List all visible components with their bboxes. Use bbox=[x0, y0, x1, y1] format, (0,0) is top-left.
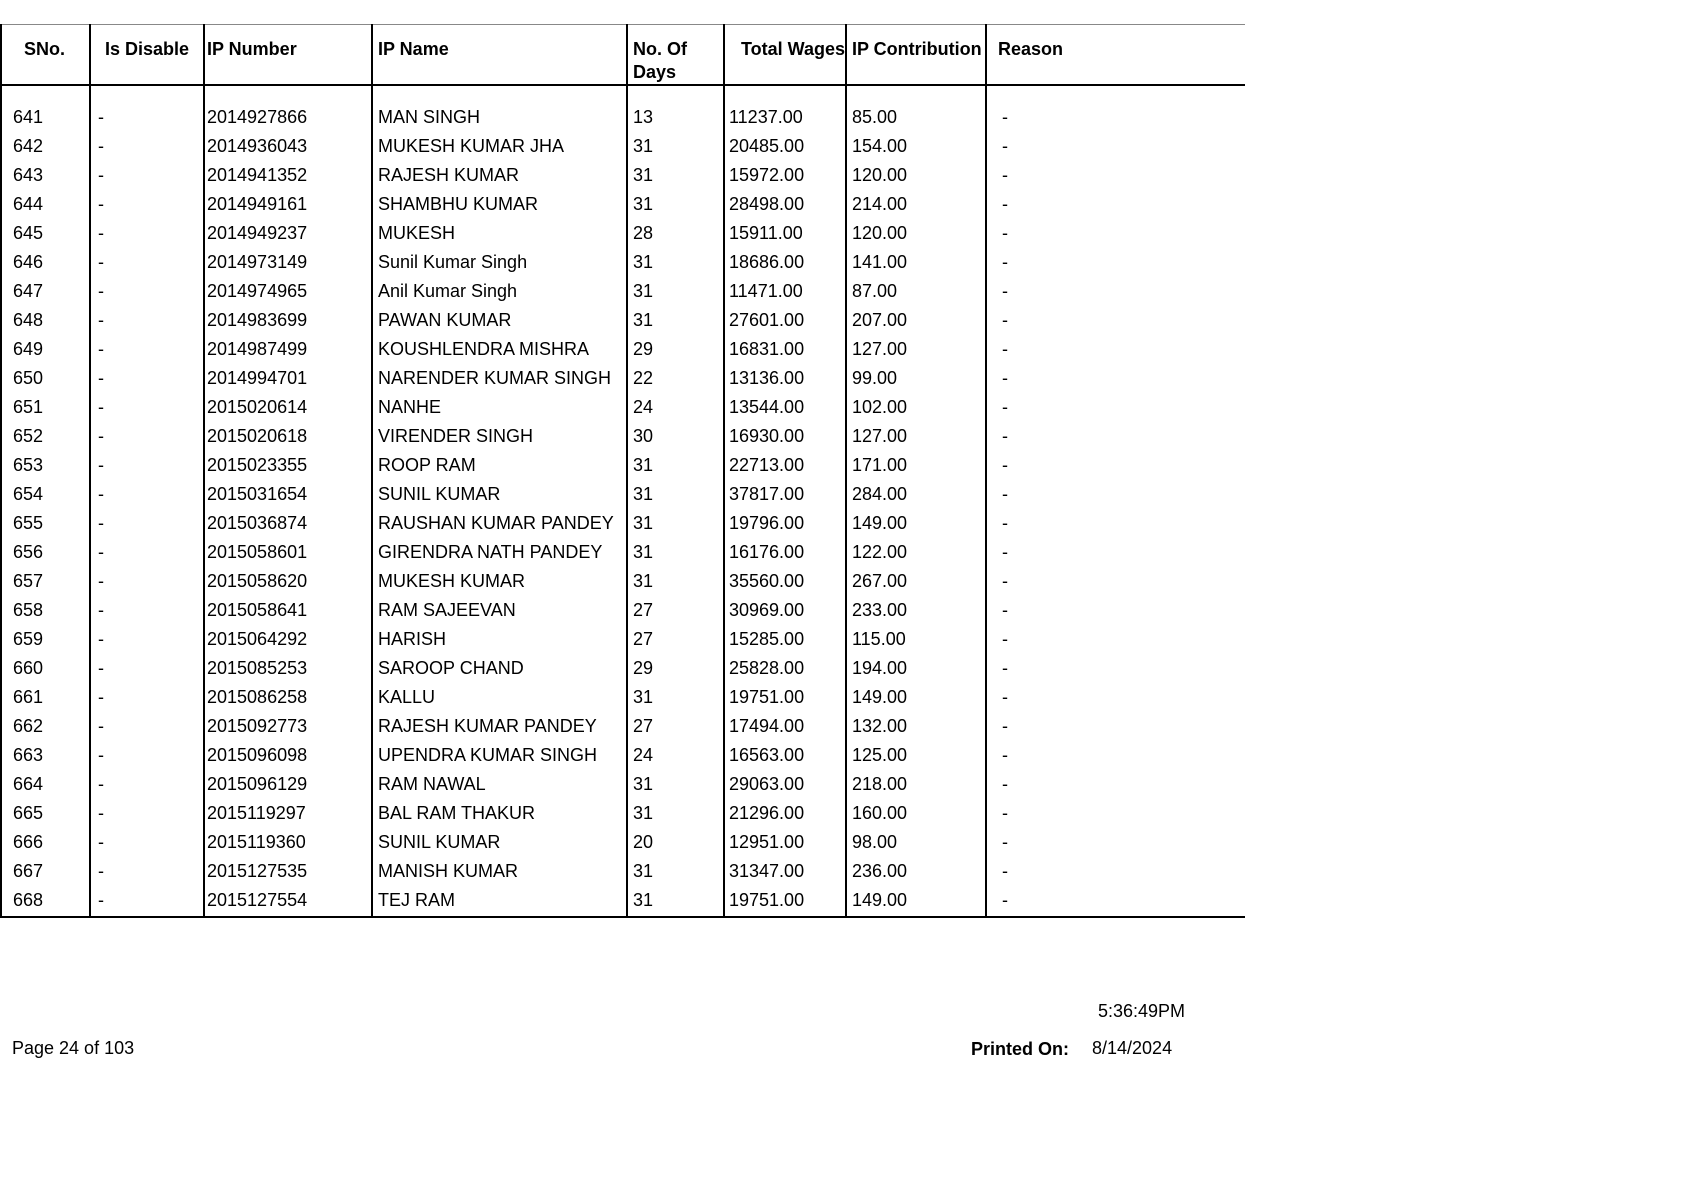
cell-ip-name: RAM SAJEEVAN bbox=[372, 597, 627, 626]
cell-total-wages: 35560.00 bbox=[724, 568, 846, 597]
cell-ip-number: 2014936043 bbox=[204, 133, 372, 162]
cell-ip-contribution: 194.00 bbox=[846, 655, 986, 684]
cell-ip-contribution: 154.00 bbox=[846, 133, 986, 162]
table-row bbox=[1, 452, 1245, 481]
cell-sno: 648 bbox=[1, 307, 90, 336]
cell-sno: 654 bbox=[1, 481, 90, 510]
header-ip-contribution: IP Contribution bbox=[846, 25, 986, 86]
cell-ip-name: MUKESH KUMAR JHA bbox=[372, 133, 627, 162]
cell-no-of-days: 31 bbox=[627, 249, 724, 278]
cell-no-of-days: 31 bbox=[627, 887, 724, 917]
cell-ip-number: 2014973149 bbox=[204, 249, 372, 278]
cell-ip-contribution: 99.00 bbox=[846, 365, 986, 394]
cell-sno: 650 bbox=[1, 365, 90, 394]
cell-ip-contribution: 149.00 bbox=[846, 684, 986, 713]
cell-reason: - bbox=[986, 771, 1245, 800]
table-header-row bbox=[1, 25, 1245, 86]
cell-ip-number: 2015127554 bbox=[204, 887, 372, 917]
cell-ip-name: MUKESH KUMAR bbox=[372, 568, 627, 597]
cell-sno: 655 bbox=[1, 510, 90, 539]
table-row bbox=[1, 539, 1245, 568]
cell-ip-contribution: 125.00 bbox=[846, 742, 986, 771]
header-ip-name: IP Name bbox=[372, 25, 627, 86]
cell-ip-contribution: 149.00 bbox=[846, 887, 986, 917]
cell-ip-contribution: 127.00 bbox=[846, 336, 986, 365]
cell-is-disable: - bbox=[90, 336, 204, 365]
cell-ip-number: 2014949237 bbox=[204, 220, 372, 249]
cell-ip-name: MANISH KUMAR bbox=[372, 858, 627, 887]
cell-no-of-days: 24 bbox=[627, 394, 724, 423]
cell-ip-name: Anil Kumar Singh bbox=[372, 278, 627, 307]
cell-reason: - bbox=[986, 133, 1245, 162]
cell-ip-name: RAJESH KUMAR bbox=[372, 162, 627, 191]
cell-total-wages: 12951.00 bbox=[724, 829, 846, 858]
cell-ip-number: 2015127535 bbox=[204, 858, 372, 887]
cell-is-disable: - bbox=[90, 771, 204, 800]
cell-is-disable: - bbox=[90, 713, 204, 742]
cell-total-wages: 29063.00 bbox=[724, 771, 846, 800]
table-row bbox=[1, 684, 1245, 713]
cell-reason: - bbox=[986, 365, 1245, 394]
cell-ip-number: 2014974965 bbox=[204, 278, 372, 307]
cell-ip-number: 2015119297 bbox=[204, 800, 372, 829]
header-total-wages: Total Wages bbox=[724, 25, 846, 86]
cell-ip-contribution: 207.00 bbox=[846, 307, 986, 336]
cell-ip-contribution: 236.00 bbox=[846, 858, 986, 887]
cell-ip-contribution: 218.00 bbox=[846, 771, 986, 800]
header-sno: SNo. bbox=[1, 25, 90, 86]
cell-ip-number: 2014927866 bbox=[204, 85, 372, 133]
cell-sno: 664 bbox=[1, 771, 90, 800]
cell-ip-number: 2015119360 bbox=[204, 829, 372, 858]
cell-sno: 657 bbox=[1, 568, 90, 597]
cell-ip-contribution: 85.00 bbox=[846, 85, 986, 133]
cell-total-wages: 18686.00 bbox=[724, 249, 846, 278]
table-row bbox=[1, 249, 1245, 278]
table-row bbox=[1, 220, 1245, 249]
cell-no-of-days: 31 bbox=[627, 452, 724, 481]
page-number: Page 24 of 103 bbox=[12, 1038, 135, 1058]
cell-ip-number: 2014983699 bbox=[204, 307, 372, 336]
cell-ip-contribution: 115.00 bbox=[846, 626, 986, 655]
cell-ip-name: ROOP RAM bbox=[372, 452, 627, 481]
cell-total-wages: 17494.00 bbox=[724, 713, 846, 742]
cell-total-wages: 19796.00 bbox=[724, 510, 846, 539]
cell-no-of-days: 31 bbox=[627, 307, 724, 336]
cell-reason: - bbox=[986, 887, 1245, 917]
cell-total-wages: 15285.00 bbox=[724, 626, 846, 655]
cell-sno: 645 bbox=[1, 220, 90, 249]
table-row bbox=[1, 278, 1245, 307]
cell-reason: - bbox=[986, 394, 1245, 423]
cell-is-disable: - bbox=[90, 887, 204, 917]
cell-ip-contribution: 132.00 bbox=[846, 713, 986, 742]
cell-ip-contribution: 98.00 bbox=[846, 829, 986, 858]
cell-reason: - bbox=[986, 220, 1245, 249]
table-row bbox=[1, 887, 1245, 917]
table-row bbox=[1, 858, 1245, 887]
cell-ip-number: 2015023355 bbox=[204, 452, 372, 481]
cell-reason: - bbox=[986, 481, 1245, 510]
cell-sno: 647 bbox=[1, 278, 90, 307]
cell-no-of-days: 24 bbox=[627, 742, 724, 771]
cell-ip-contribution: 87.00 bbox=[846, 278, 986, 307]
cell-no-of-days: 22 bbox=[627, 365, 724, 394]
table-row bbox=[1, 597, 1245, 626]
cell-sno: 659 bbox=[1, 626, 90, 655]
cell-ip-name: GIRENDRA NATH PANDEY bbox=[372, 539, 627, 568]
cell-reason: - bbox=[986, 85, 1245, 133]
cell-no-of-days: 29 bbox=[627, 655, 724, 684]
cell-ip-name: SUNIL KUMAR bbox=[372, 481, 627, 510]
cell-reason: - bbox=[986, 539, 1245, 568]
cell-total-wages: 19751.00 bbox=[724, 887, 846, 917]
cell-no-of-days: 31 bbox=[627, 684, 724, 713]
table-row bbox=[1, 510, 1245, 539]
cell-sno: 652 bbox=[1, 423, 90, 452]
cell-ip-name: SAROOP CHAND bbox=[372, 655, 627, 684]
cell-total-wages: 16831.00 bbox=[724, 336, 846, 365]
cell-sno: 651 bbox=[1, 394, 90, 423]
cell-ip-name: UPENDRA KUMAR SINGH bbox=[372, 742, 627, 771]
cell-sno: 661 bbox=[1, 684, 90, 713]
cell-ip-contribution: 171.00 bbox=[846, 452, 986, 481]
cell-ip-number: 2015092773 bbox=[204, 713, 372, 742]
cell-reason: - bbox=[986, 278, 1245, 307]
cell-ip-number: 2015036874 bbox=[204, 510, 372, 539]
header-is-disable: Is Disable bbox=[90, 25, 204, 86]
cell-sno: 662 bbox=[1, 713, 90, 742]
table-row bbox=[1, 829, 1245, 858]
cell-ip-name: HARISH bbox=[372, 626, 627, 655]
cell-reason: - bbox=[986, 655, 1245, 684]
table-row bbox=[1, 133, 1245, 162]
cell-total-wages: 16176.00 bbox=[724, 539, 846, 568]
cell-is-disable: - bbox=[90, 452, 204, 481]
cell-is-disable: - bbox=[90, 597, 204, 626]
cell-reason: - bbox=[986, 684, 1245, 713]
cell-total-wages: 25828.00 bbox=[724, 655, 846, 684]
cell-total-wages: 15972.00 bbox=[724, 162, 846, 191]
cell-sno: 663 bbox=[1, 742, 90, 771]
cell-is-disable: - bbox=[90, 220, 204, 249]
cell-reason: - bbox=[986, 713, 1245, 742]
cell-ip-number: 2015058601 bbox=[204, 539, 372, 568]
table-body bbox=[1, 85, 1245, 917]
cell-ip-name: Sunil Kumar Singh bbox=[372, 249, 627, 278]
cell-is-disable: - bbox=[90, 85, 204, 133]
table-row bbox=[1, 85, 1245, 133]
cell-ip-name: NARENDER KUMAR SINGH bbox=[372, 365, 627, 394]
cell-no-of-days: 27 bbox=[627, 597, 724, 626]
cell-ip-name: VIRENDER SINGH bbox=[372, 423, 627, 452]
cell-sno: 666 bbox=[1, 829, 90, 858]
cell-sno: 660 bbox=[1, 655, 90, 684]
cell-ip-name: TEJ RAM bbox=[372, 887, 627, 917]
cell-is-disable: - bbox=[90, 162, 204, 191]
cell-total-wages: 31347.00 bbox=[724, 858, 846, 887]
cell-ip-number: 2015020614 bbox=[204, 394, 372, 423]
printed-on-date: 8/14/2024 bbox=[1092, 1038, 1173, 1058]
header-no-of-days: No. Of Days bbox=[627, 25, 724, 86]
cell-ip-number: 2015058641 bbox=[204, 597, 372, 626]
cell-no-of-days: 31 bbox=[627, 568, 724, 597]
header-reason: Reason bbox=[986, 25, 1245, 86]
cell-reason: - bbox=[986, 829, 1245, 858]
cell-is-disable: - bbox=[90, 829, 204, 858]
cell-total-wages: 11237.00 bbox=[724, 85, 846, 133]
cell-ip-number: 2014949161 bbox=[204, 191, 372, 220]
cell-total-wages: 20485.00 bbox=[724, 133, 846, 162]
cell-ip-name: MAN SINGH bbox=[372, 85, 627, 133]
cell-reason: - bbox=[986, 568, 1245, 597]
cell-is-disable: - bbox=[90, 510, 204, 539]
cell-ip-contribution: 120.00 bbox=[846, 162, 986, 191]
cell-is-disable: - bbox=[90, 684, 204, 713]
cell-sno: 653 bbox=[1, 452, 90, 481]
cell-no-of-days: 31 bbox=[627, 278, 724, 307]
table-row bbox=[1, 191, 1245, 220]
cell-reason: - bbox=[986, 800, 1245, 829]
cell-ip-name: PAWAN KUMAR bbox=[372, 307, 627, 336]
cell-total-wages: 19751.00 bbox=[724, 684, 846, 713]
cell-reason: - bbox=[986, 307, 1245, 336]
cell-no-of-days: 31 bbox=[627, 162, 724, 191]
cell-total-wages: 16563.00 bbox=[724, 742, 846, 771]
cell-reason: - bbox=[986, 510, 1245, 539]
cell-ip-number: 2015058620 bbox=[204, 568, 372, 597]
cell-sno: 641 bbox=[1, 85, 90, 133]
cell-ip-name: KALLU bbox=[372, 684, 627, 713]
cell-sno: 649 bbox=[1, 336, 90, 365]
cell-reason: - bbox=[986, 191, 1245, 220]
cell-ip-name: SUNIL KUMAR bbox=[372, 829, 627, 858]
cell-ip-contribution: 122.00 bbox=[846, 539, 986, 568]
cell-ip-name: MUKESH bbox=[372, 220, 627, 249]
cell-is-disable: - bbox=[90, 133, 204, 162]
cell-ip-name: KOUSHLENDRA MISHRA bbox=[372, 336, 627, 365]
cell-no-of-days: 31 bbox=[627, 539, 724, 568]
cell-ip-number: 2015096129 bbox=[204, 771, 372, 800]
cell-is-disable: - bbox=[90, 191, 204, 220]
cell-is-disable: - bbox=[90, 394, 204, 423]
cell-ip-number: 2014987499 bbox=[204, 336, 372, 365]
cell-reason: - bbox=[986, 597, 1245, 626]
cell-ip-contribution: 284.00 bbox=[846, 481, 986, 510]
table-row bbox=[1, 307, 1245, 336]
cell-ip-name: NANHE bbox=[372, 394, 627, 423]
cell-reason: - bbox=[986, 452, 1245, 481]
cell-is-disable: - bbox=[90, 278, 204, 307]
cell-reason: - bbox=[986, 162, 1245, 191]
table-row bbox=[1, 162, 1245, 191]
cell-ip-contribution: 160.00 bbox=[846, 800, 986, 829]
cell-sno: 644 bbox=[1, 191, 90, 220]
cell-total-wages: 27601.00 bbox=[724, 307, 846, 336]
printed-time: 5:36:49PM bbox=[1098, 1001, 1186, 1021]
cell-total-wages: 30969.00 bbox=[724, 597, 846, 626]
cell-sno: 656 bbox=[1, 539, 90, 568]
cell-total-wages: 13136.00 bbox=[724, 365, 846, 394]
cell-ip-name: RAM NAWAL bbox=[372, 771, 627, 800]
cell-is-disable: - bbox=[90, 626, 204, 655]
cell-sno: 642 bbox=[1, 133, 90, 162]
cell-ip-number: 2015096098 bbox=[204, 742, 372, 771]
cell-sno: 665 bbox=[1, 800, 90, 829]
cell-sno: 668 bbox=[1, 887, 90, 917]
cell-is-disable: - bbox=[90, 423, 204, 452]
cell-no-of-days: 27 bbox=[627, 626, 724, 655]
cell-is-disable: - bbox=[90, 742, 204, 771]
header-ip-number: IP Number bbox=[204, 25, 372, 86]
cell-no-of-days: 31 bbox=[627, 510, 724, 539]
cell-ip-number: 2015085253 bbox=[204, 655, 372, 684]
cell-total-wages: 13544.00 bbox=[724, 394, 846, 423]
cell-ip-number: 2015031654 bbox=[204, 481, 372, 510]
cell-is-disable: - bbox=[90, 365, 204, 394]
cell-ip-name: RAUSHAN KUMAR PANDEY bbox=[372, 510, 627, 539]
printed-on-label: Printed On: bbox=[971, 1039, 1069, 1059]
cell-total-wages: 28498.00 bbox=[724, 191, 846, 220]
cell-ip-name: RAJESH KUMAR PANDEY bbox=[372, 713, 627, 742]
cell-no-of-days: 29 bbox=[627, 336, 724, 365]
contribution-table bbox=[0, 24, 1245, 918]
cell-no-of-days: 31 bbox=[627, 191, 724, 220]
table-row bbox=[1, 655, 1245, 684]
cell-reason: - bbox=[986, 423, 1245, 452]
cell-total-wages: 21296.00 bbox=[724, 800, 846, 829]
cell-no-of-days: 20 bbox=[627, 829, 724, 858]
cell-ip-contribution: 267.00 bbox=[846, 568, 986, 597]
cell-no-of-days: 31 bbox=[627, 858, 724, 887]
cell-no-of-days: 31 bbox=[627, 800, 724, 829]
cell-no-of-days: 31 bbox=[627, 481, 724, 510]
cell-ip-number: 2014941352 bbox=[204, 162, 372, 191]
cell-ip-name: BAL RAM THAKUR bbox=[372, 800, 627, 829]
cell-ip-number: 2015064292 bbox=[204, 626, 372, 655]
cell-no-of-days: 28 bbox=[627, 220, 724, 249]
cell-ip-contribution: 127.00 bbox=[846, 423, 986, 452]
table-row bbox=[1, 568, 1245, 597]
cell-total-wages: 11471.00 bbox=[724, 278, 846, 307]
cell-reason: - bbox=[986, 249, 1245, 278]
cell-no-of-days: 31 bbox=[627, 133, 724, 162]
cell-sno: 667 bbox=[1, 858, 90, 887]
cell-total-wages: 22713.00 bbox=[724, 452, 846, 481]
cell-total-wages: 37817.00 bbox=[724, 481, 846, 510]
table-row bbox=[1, 626, 1245, 655]
cell-reason: - bbox=[986, 742, 1245, 771]
cell-ip-number: 2014994701 bbox=[204, 365, 372, 394]
cell-ip-contribution: 141.00 bbox=[846, 249, 986, 278]
cell-sno: 658 bbox=[1, 597, 90, 626]
cell-sno: 646 bbox=[1, 249, 90, 278]
cell-ip-number: 2015086258 bbox=[204, 684, 372, 713]
table-row bbox=[1, 771, 1245, 800]
table-row bbox=[1, 365, 1245, 394]
table-row bbox=[1, 742, 1245, 771]
cell-is-disable: - bbox=[90, 800, 204, 829]
cell-ip-contribution: 102.00 bbox=[846, 394, 986, 423]
cell-reason: - bbox=[986, 336, 1245, 365]
cell-ip-contribution: 120.00 bbox=[846, 220, 986, 249]
cell-reason: - bbox=[986, 626, 1245, 655]
cell-no-of-days: 27 bbox=[627, 713, 724, 742]
cell-is-disable: - bbox=[90, 568, 204, 597]
table-row bbox=[1, 481, 1245, 510]
cell-is-disable: - bbox=[90, 481, 204, 510]
cell-is-disable: - bbox=[90, 307, 204, 336]
cell-ip-contribution: 149.00 bbox=[846, 510, 986, 539]
table-row bbox=[1, 713, 1245, 742]
table-row bbox=[1, 394, 1245, 423]
cell-ip-name: SHAMBHU KUMAR bbox=[372, 191, 627, 220]
cell-ip-contribution: 214.00 bbox=[846, 191, 986, 220]
cell-total-wages: 16930.00 bbox=[724, 423, 846, 452]
cell-is-disable: - bbox=[90, 858, 204, 887]
cell-ip-contribution: 233.00 bbox=[846, 597, 986, 626]
cell-reason: - bbox=[986, 858, 1245, 887]
cell-no-of-days: 30 bbox=[627, 423, 724, 452]
cell-no-of-days: 31 bbox=[627, 771, 724, 800]
table-row bbox=[1, 336, 1245, 365]
cell-no-of-days: 13 bbox=[627, 85, 724, 133]
cell-sno: 643 bbox=[1, 162, 90, 191]
cell-ip-number: 2015020618 bbox=[204, 423, 372, 452]
table-row bbox=[1, 423, 1245, 452]
table-row bbox=[1, 800, 1245, 829]
cell-is-disable: - bbox=[90, 539, 204, 568]
cell-is-disable: - bbox=[90, 655, 204, 684]
cell-total-wages: 15911.00 bbox=[724, 220, 846, 249]
cell-is-disable: - bbox=[90, 249, 204, 278]
